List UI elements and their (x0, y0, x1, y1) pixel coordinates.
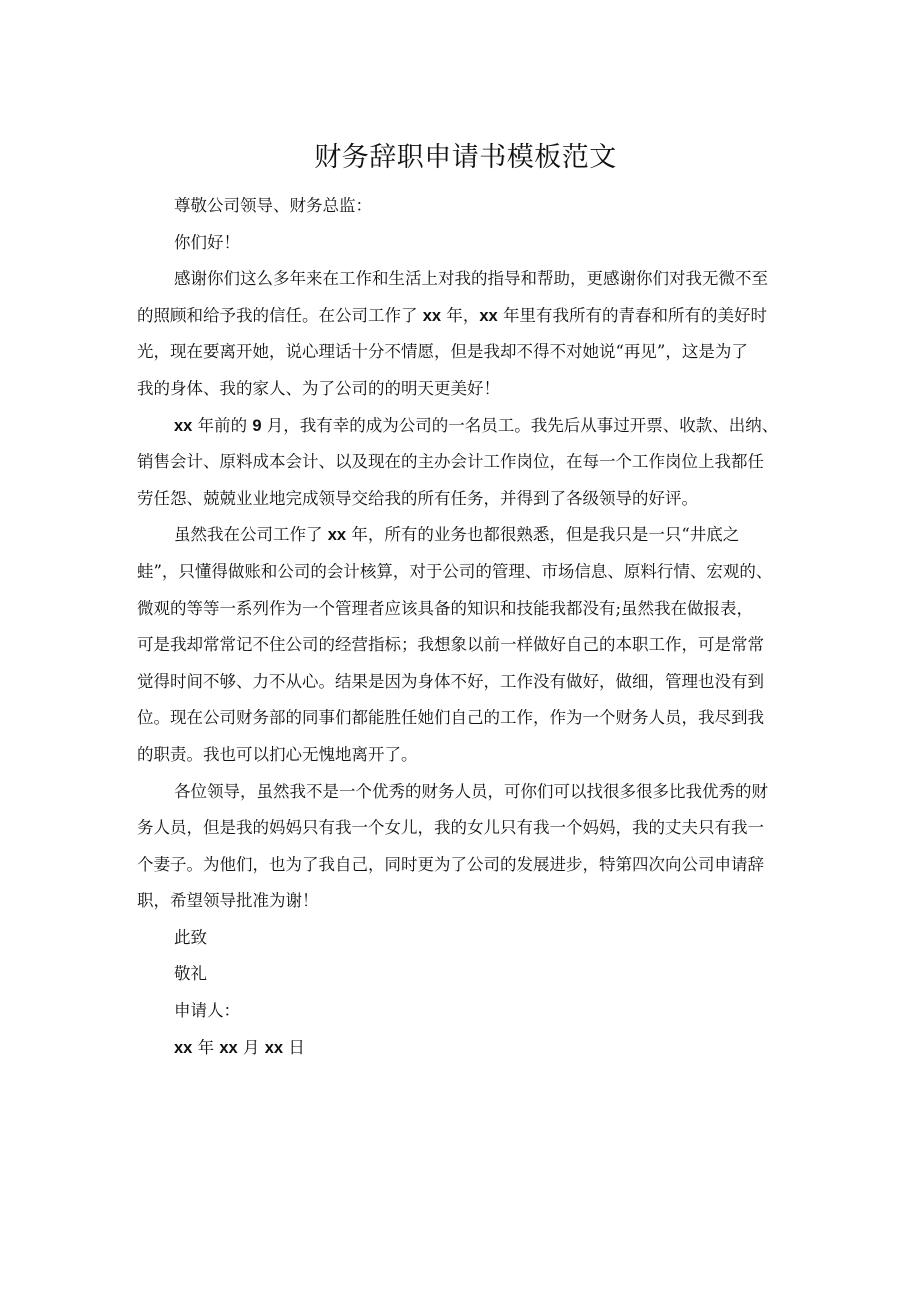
closing-respect: 敬礼 (174, 964, 207, 984)
paragraph-line: 职，希望领导批准为谢！ (137, 891, 319, 911)
paragraph-line: 觉得时间不够、力不从心。结果是因为身体不好，工作没有做好，做细，管理也没有到 (137, 671, 764, 691)
paragraph-line: 的照顾和给予我的信任。在公司工作了 xx 年，xx 年里有我所有的青春和所有的美好时 (137, 305, 767, 325)
paragraph-line: 各位领导，虽然我不是一个优秀的财务人员，可你们可以找很多很多比我优秀的财 (174, 781, 768, 801)
greeting: 你们好！ (174, 232, 240, 252)
placeholder-text: xx (264, 1038, 284, 1057)
paragraph-line: 蛙”，只懂得做账和公司的会计核算，对于公司的管理、市场信息、原料行情、宏观的、 (137, 561, 773, 581)
paragraph-line: 光，现在要离开她，说心理话十分不情愿，但是我却不得不对她说“再见”，这是为了 (137, 342, 748, 362)
placeholder-text: xx (327, 526, 347, 545)
closing-salute: 此致 (174, 927, 207, 947)
paragraph-line: 可是我却常常记不住公司的经营指标；我想象以前一样做好自己的本职工作，可是常常 (137, 635, 764, 655)
paragraph-line: 销售会计、原料成本会计、以及现在的主办会计工作岗位，在每一个工作岗位上我都任 (137, 452, 764, 472)
paragraph-line: 微观的等等一系列作为一个管理者应该具备的知识和技能我都没有;虽然我在做报表， (137, 598, 754, 618)
paragraph-line: xx 年前的 9 月，我有幸的成为公司的一名员工。我先后从事过开票、收款、出纳、 (174, 415, 779, 435)
salutation: 尊敬公司领导、财务总监： (174, 196, 372, 215)
placeholder-text: xx (174, 1038, 193, 1057)
paragraph-thanks (137, 261, 794, 407)
paragraph-reasons (137, 517, 794, 773)
placeholder-text: 9 (252, 416, 262, 435)
paragraph-line: 位。现在公司财务部的同事们都能胜任她们自己的工作，作为一个财务人员，我尽到我 (137, 708, 764, 728)
paragraph-line: 个妻子。为他们，也为了我自己，同时更为了公司的发展进步，特第四次向公司申请辞 (137, 854, 764, 874)
document-title: 财务辞职申请书模板范文 (314, 142, 617, 173)
paragraph-line: 感谢你们这么多年来在工作和生活上对我的指导和帮助，更感谢你们对我无微不至 (174, 269, 768, 289)
paragraph-line: 务人员，但是我的妈妈只有我一个女儿，我的女儿只有我一个妈妈，我的丈夫只有我一 (137, 818, 764, 838)
paragraph-history (137, 408, 794, 518)
date-line: xx 年 xx 月 xx 日 (174, 1037, 305, 1057)
placeholder-text: xx (174, 416, 193, 435)
paragraph-request (137, 774, 794, 920)
placeholder-text: xx (219, 1038, 238, 1057)
applicant-label: 申请人： (174, 1001, 240, 1021)
paragraph-line: 虽然我在公司工作了 xx 年，所有的业务也都很熟悉，但是我只是一只“井底之 (174, 525, 740, 545)
placeholder-text: xx (422, 306, 442, 325)
paragraph-line: 的职责。我也可以扪心无愧地离开了。 (137, 744, 418, 764)
placeholder-text: xx (479, 306, 498, 325)
paragraph-line: 我的身体、我的家人、为了公司的的明天更美好！ (137, 378, 500, 398)
paragraph-line: 劳任怨、兢兢业业地完成领导交给我的所有任务，并得到了各级领导的好评。 (137, 488, 698, 508)
